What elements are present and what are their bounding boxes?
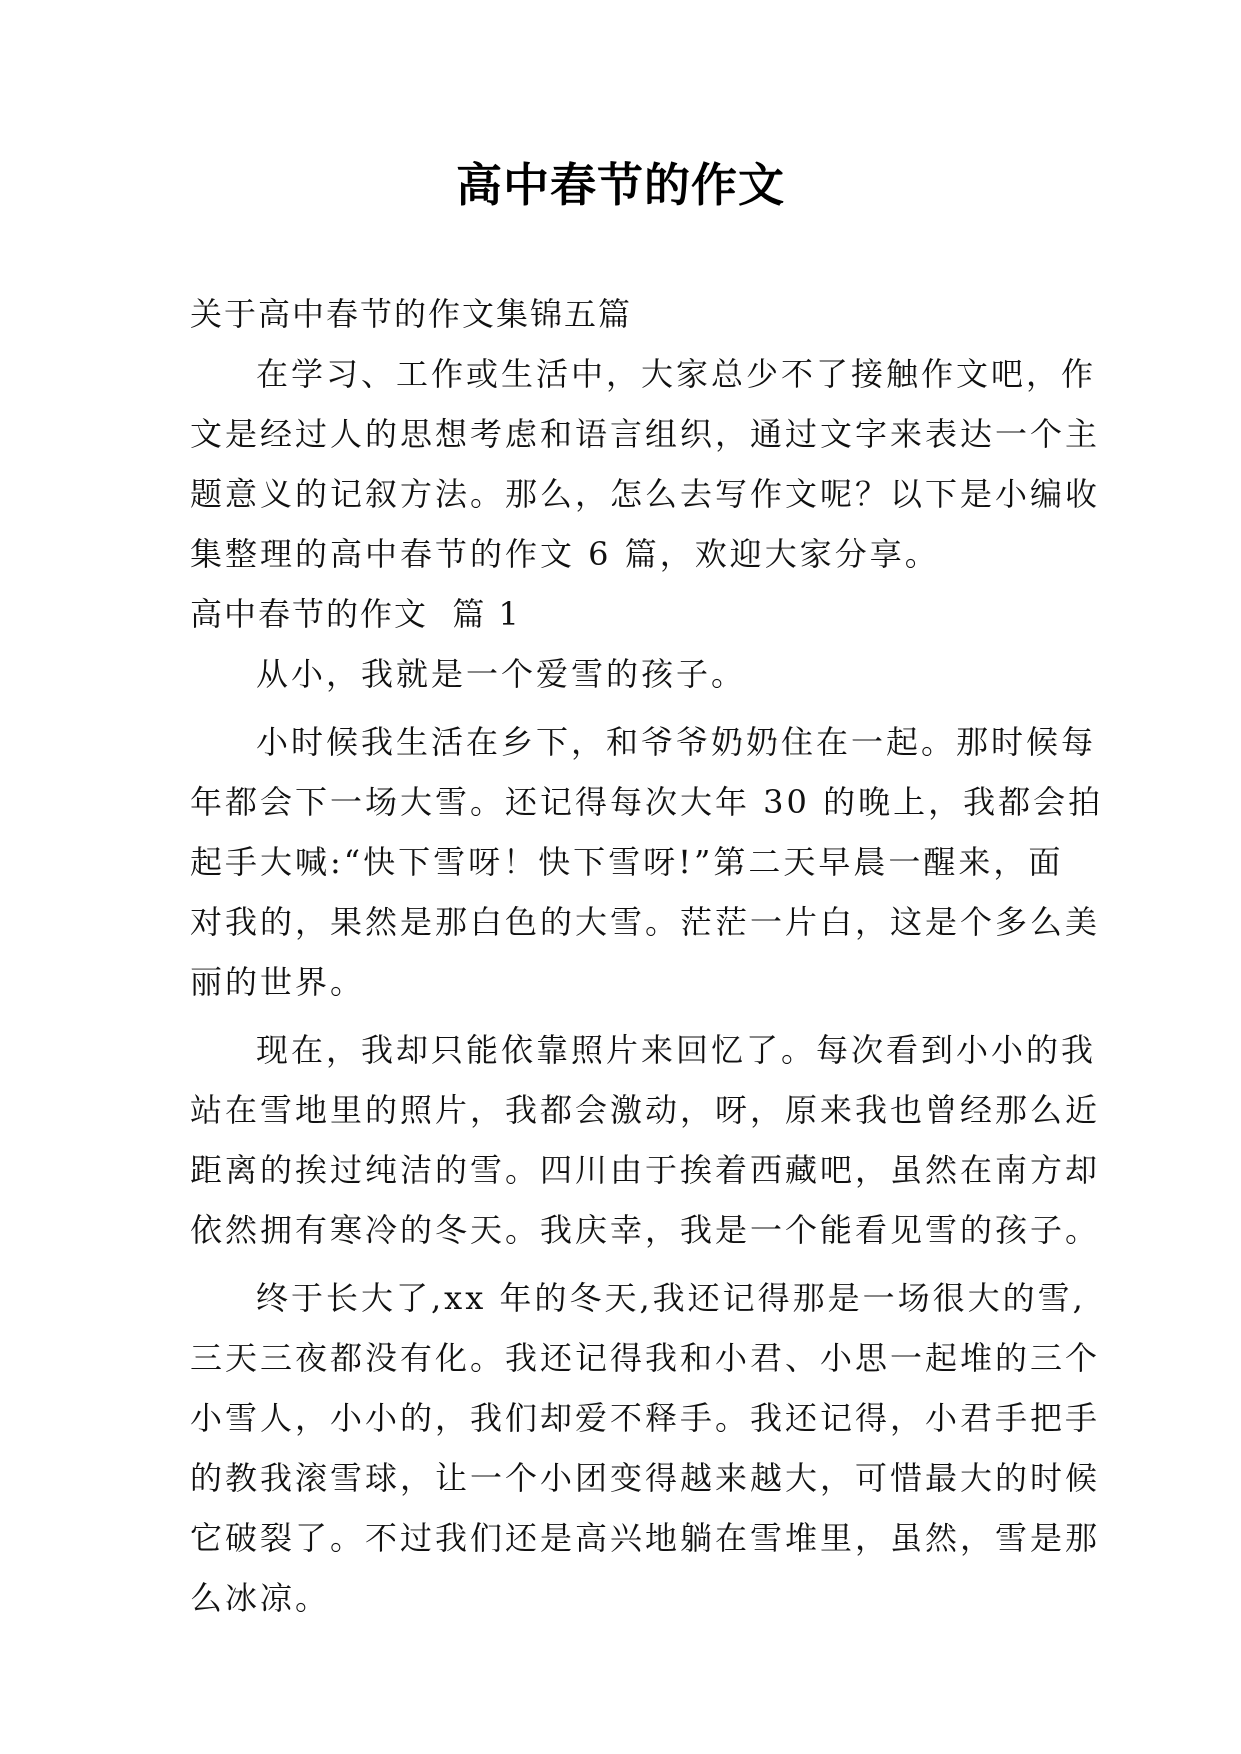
paragraph-line: 起手大喊:“快下雪呀！快下雪呀!”第二天早晨一醒来，面 — [190, 843, 1064, 881]
paragraph-line: 终于长大了,xx 年的冬天,我还记得那是一场很大的雪, — [256, 1279, 1086, 1317]
paragraph-line: 小雪人，小小的，我们却爱不释手。我还记得，小君手把手 — [190, 1399, 1101, 1437]
paragraph-line: 么冰凉。 — [190, 1579, 331, 1617]
intro-line: 文是经过人的思想考虑和语言组织，通过文字来表达一个主 — [190, 415, 1101, 453]
paragraph-line: 小时候我生活在乡下，和爷爷奶奶住在一起。那时候每 — [256, 723, 1097, 761]
paragraph-line: 它破裂了。不过我们还是高兴地躺在雪堆里，虽然，雪是那 — [190, 1519, 1101, 1557]
paragraph-line: 三天三夜都没有化。我还记得我和小君、小思一起堆的三个 — [190, 1339, 1101, 1377]
intro-line: 题意义的记叙方法。那么，怎么去写作文呢？以下是小编收 — [190, 475, 1101, 513]
intro-line: 在学习、工作或生活中，大家总少不了接触作文吧，作 — [256, 355, 1097, 393]
document-title: 高中春节的作文 — [456, 158, 785, 212]
paragraph-4 — [190, 1268, 1101, 1628]
paragraph-3 — [190, 1020, 1101, 1260]
intro-paragraph — [190, 344, 1101, 584]
section-heading: 高中春节的作文 篇 1 — [190, 595, 521, 633]
paragraph-line: 对我的，果然是那白色的大雪。茫茫一片白，这是个多么美 — [190, 903, 1101, 941]
paragraph-line: 站在雪地里的照片，我都会激动，呀，原来我也曾经那么近 — [190, 1091, 1101, 1129]
document-body — [190, 284, 1104, 1628]
paragraph-line: 依然拥有寒冷的冬天。我庆幸，我是一个能看见雪的孩子。 — [190, 1211, 1101, 1249]
paragraph-1 — [190, 644, 1050, 704]
paragraph-line: 的教我滚雪球，让一个小团变得越来越大，可惜最大的时候 — [190, 1459, 1101, 1497]
paragraph-line: 距离的挨过纯洁的雪。四川由于挨着西藏吧，虽然在南方却 — [190, 1151, 1101, 1189]
paragraph-line: 从小，我就是一个爱雪的孩子。 — [256, 655, 747, 693]
paragraph-line: 现在，我却只能依靠照片来回忆了。每次看到小小的我 — [256, 1031, 1097, 1069]
subtitle: 关于高中春节的作文集锦五篇 — [190, 295, 633, 333]
paragraph-2 — [190, 712, 1104, 1012]
paragraph-line: 丽的世界。 — [190, 963, 366, 1001]
paragraph-line: 年都会下一场大雪。还记得每次大年 30 的晚上，我都会拍 — [190, 783, 1104, 821]
intro-line: 集整理的高中春节的作文 6 篇，欢迎大家分享。 — [190, 535, 940, 573]
